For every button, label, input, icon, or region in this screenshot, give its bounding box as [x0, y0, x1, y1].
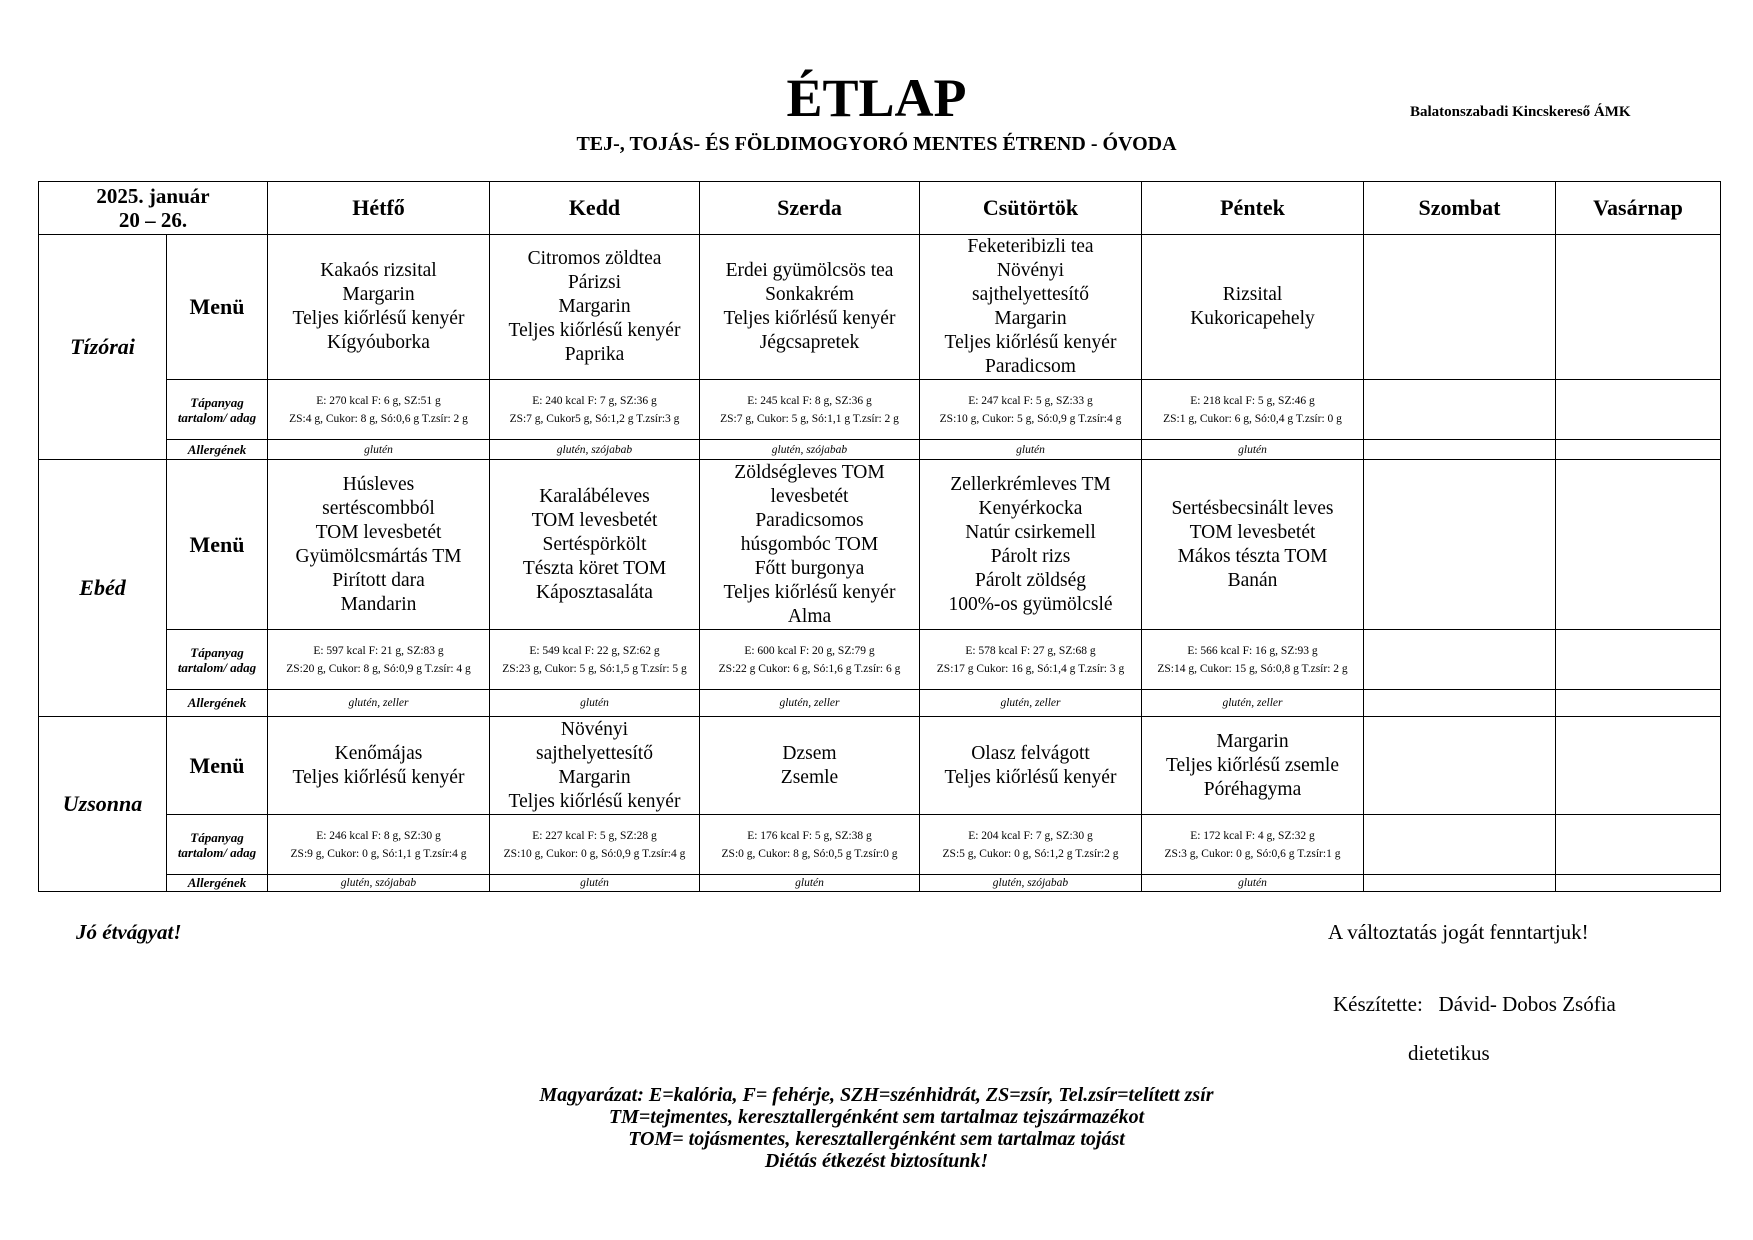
- bon-appetit-text: Jó étvágyat!: [76, 920, 182, 944]
- page-subtitle: TEJ-, TOJÁS- ÉS FÖLDIMOGYORÓ MENTES ÉTREND - ÓVODA: [576, 133, 1177, 155]
- menu-item: Paprika: [564, 344, 625, 365]
- row-label-menu: Menü: [167, 235, 268, 380]
- nutrition-line: E: 246 kcal F: 8 g, SZ:30 g: [316, 829, 441, 842]
- menu-cell: [1364, 460, 1556, 630]
- nutrition-line: ZS:1 g, Cukor: 6 g, Só:0,4 g T.zsír: 0 g: [1163, 412, 1342, 425]
- nutrition-line: E: 597 kcal F: 21 g, SZ:83 g: [313, 644, 444, 657]
- menu-cell: [490, 717, 700, 815]
- menu-item: Karalábéleves: [539, 485, 650, 507]
- menu-item: Káposztasaláta: [536, 581, 653, 603]
- allergen-cell: glutén, szójabab: [700, 440, 920, 460]
- date-range-line2: 20 – 26.: [118, 208, 188, 232]
- date-range-line1: 2025. január: [96, 184, 210, 208]
- day-header-pentek: Péntek: [1142, 182, 1364, 235]
- menu-item: Margarin: [1216, 730, 1289, 752]
- allergen-cell: [1556, 690, 1721, 717]
- menu-cell: [1556, 717, 1721, 815]
- nutrition-line: ZS:7 g, Cukor: 5 g, Só:1,1 g T.zsír: 2 g: [720, 412, 899, 425]
- author-text: Készítette: Dávid- Dobos Zsófia: [1333, 992, 1616, 1016]
- nutrition-line: ZS:5 g, Cukor: 0 g, Só:1,2 g T.zsír:2 g: [942, 847, 1119, 860]
- allergen-cell: glutén: [490, 875, 700, 892]
- allergen-cell: [1364, 875, 1556, 892]
- menu-table: [38, 181, 1721, 892]
- menu-item: Kakaós rizsital: [320, 260, 437, 281]
- menu-item: Zsemle: [780, 766, 839, 788]
- row-label-nutrition: Tápanyag tartalom/ adag: [167, 630, 268, 690]
- menu-item: Párolt rizs: [990, 545, 1071, 567]
- menu-cell: [1142, 460, 1364, 630]
- allergen-cell: glutén: [700, 875, 920, 892]
- legend-line: Magyarázat: E=kalória, F= fehérje, SZH=szénhidrát, ZS=zsír, Tel.zsír=telített zsír: [539, 1084, 1214, 1106]
- allergen-cell: glutén: [490, 690, 700, 717]
- nutrition-line: ZS:10 g, Cukor: 0 g, Só:0,9 g T.zsír:4 g: [503, 847, 686, 860]
- menu-item: Banán: [1227, 569, 1278, 591]
- menu-cell: [1556, 235, 1721, 380]
- menu-item: Növényi: [560, 718, 629, 740]
- day-header-kedd: Kedd: [490, 182, 700, 235]
- menu-item: Kígyóuborka: [327, 332, 430, 353]
- menu-item: Margarin: [994, 308, 1067, 329]
- changes-reserved-text: A változtatás jogát fenntartjuk!: [1328, 920, 1589, 944]
- menu-item: Teljes kiőrlésű kenyér: [292, 308, 465, 329]
- nutrition-cell: [700, 380, 920, 440]
- nutrition-line: E: 240 kcal F: 7 g, SZ:36 g: [532, 394, 657, 407]
- nutrition-line: E: 247 kcal F: 5 g, SZ:33 g: [968, 394, 1093, 407]
- allergen-cell: [1556, 440, 1721, 460]
- nutrition-cell: [920, 815, 1142, 875]
- menu-item: Feketeribizli tea: [967, 236, 1094, 257]
- menu-item: Párolt zöldség: [974, 569, 1087, 591]
- meal-menu-row: [39, 460, 1721, 630]
- allergen-cell: glutén, szójabab: [268, 875, 490, 892]
- nutrition-cell: [490, 815, 700, 875]
- page-title: ÉTLAP: [786, 68, 967, 128]
- row-label-nutrition: Tápanyag tartalom/ adag: [167, 815, 268, 875]
- meal-menu-row: [39, 235, 1721, 380]
- nutrition-line: ZS:4 g, Cukor: 8 g, Só:0,6 g T.zsír: 2 g: [289, 412, 468, 425]
- menu-item: Paradicsom: [985, 356, 1076, 377]
- menu-item: sajthelyettesítő: [972, 284, 1089, 305]
- menu-item: Teljes kiőrlésű kenyér: [944, 766, 1117, 788]
- menu-cell: [1142, 235, 1364, 380]
- day-header-szombat: Szombat: [1364, 182, 1556, 235]
- allergen-cell: glutén: [1142, 875, 1364, 892]
- menu-item: Kenőmájas: [334, 742, 423, 764]
- nutrition-line: ZS:10 g, Cukor: 5 g, Só:0,9 g T.zsír:4 g: [939, 412, 1122, 425]
- menu-item: TOM levesbetét: [1189, 521, 1316, 543]
- meal-name-uzsonna: Uzsonna: [39, 717, 167, 892]
- menu-item: Margarin: [342, 284, 415, 305]
- allergen-cell: glutén, zeller: [1142, 690, 1364, 717]
- allergen-cell: glutén, zeller: [700, 690, 920, 717]
- menu-cell: [700, 235, 920, 380]
- nutrition-line: E: 578 kcal F: 27 g, SZ:68 g: [965, 644, 1096, 657]
- menu-cell: [268, 717, 490, 815]
- nutrition-line: ZS:7 g, Cukor5 g, Só:1,2 g T.zsír:3 g: [509, 412, 680, 425]
- allergen-cell: glutén: [268, 440, 490, 460]
- menu-item: Mandarin: [340, 593, 417, 615]
- menu-item: Póréhagyma: [1203, 778, 1302, 800]
- menu-item: Zöldségleves TOM: [734, 461, 885, 483]
- legend: [0, 1084, 1753, 1172]
- menu-cell: [490, 460, 700, 630]
- menu-cell: [268, 235, 490, 380]
- meal-menu-row: [39, 717, 1721, 815]
- menu-item: Teljes kiőrlésű kenyér: [508, 320, 681, 341]
- nutrition-line: ZS:17 g Cukor: 16 g, Só:1,4 g T.zsír: 3 g: [936, 662, 1125, 675]
- menu-cell: [700, 717, 920, 815]
- allergen-cell: glutén, szójabab: [920, 875, 1142, 892]
- nutrition-line: E: 600 kcal F: 20 g, SZ:79 g: [744, 644, 875, 657]
- menu-item: Növényi: [996, 260, 1065, 281]
- menu-cell: [1556, 460, 1721, 630]
- menu-item: sajthelyettesítő: [536, 742, 653, 764]
- meal-allergen-row: [39, 690, 1721, 717]
- allergen-cell: glutén: [920, 440, 1142, 460]
- row-label-nutrition: Tápanyag tartalom/ adag: [167, 380, 268, 440]
- meal-name-eb-d: Ebéd: [39, 460, 167, 717]
- menu-item: Sonkakrém: [765, 284, 854, 305]
- nutrition-line: E: 218 kcal F: 5 g, SZ:46 g: [1190, 394, 1315, 407]
- menu-item: Citromos zöldtea: [527, 248, 662, 269]
- allergen-cell: [1364, 690, 1556, 717]
- meal-nutrition-row: [39, 815, 1721, 875]
- menu-item: Teljes kiőrlésű kenyér: [723, 308, 896, 329]
- row-label-menu: Menü: [167, 460, 268, 630]
- nutrition-line: ZS:14 g, Cukor: 15 g, Só:0,8 g T.zsír: 2 g: [1157, 662, 1348, 675]
- nutrition-line: E: 245 kcal F: 8 g, SZ:36 g: [747, 394, 872, 407]
- menu-item: Párizsi: [567, 272, 622, 293]
- nutrition-cell: [920, 630, 1142, 690]
- legend-line: TM=tejmentes, keresztallergénként sem tartalmaz tejszármazékot: [608, 1106, 1145, 1128]
- nutrition-line: E: 566 kcal F: 16 g, SZ:93 g: [1187, 644, 1318, 657]
- menu-item: Margarin: [558, 766, 631, 788]
- nutrition-cell: [1364, 380, 1556, 440]
- menu-cell: [268, 460, 490, 630]
- nutrition-line: ZS:20 g, Cukor: 8 g, Só:0,9 g T.zsír: 4 g: [286, 662, 471, 675]
- day-header-vasarnap: Vasárnap: [1556, 182, 1721, 235]
- nutrition-line: E: 549 kcal F: 22 g, SZ:62 g: [529, 644, 660, 657]
- row-label-menu: Menü: [167, 717, 268, 815]
- nutrition-cell: [700, 630, 920, 690]
- nutrition-cell: [268, 380, 490, 440]
- meal-nutrition-row: [39, 380, 1721, 440]
- day-header-hetfo: Hétfő: [268, 182, 490, 235]
- menu-item: sertéscombból: [322, 497, 435, 519]
- row-label-allergens: Allergének: [167, 440, 268, 460]
- menu-item: Sertésbecsinált leves: [1171, 497, 1334, 519]
- allergen-cell: glutén, szójabab: [490, 440, 700, 460]
- menu-item: TOM levesbetét: [531, 509, 658, 531]
- nutrition-line: E: 227 kcal F: 5 g, SZ:28 g: [532, 829, 657, 842]
- menu-item: Teljes kiőrlésű kenyér: [508, 790, 681, 812]
- nutrition-line: E: 176 kcal F: 5 g, SZ:38 g: [747, 829, 872, 842]
- meal-allergen-row: [39, 440, 1721, 460]
- nutrition-line: ZS:0 g, Cukor: 8 g, Só:0,5 g T.zsír:0 g: [721, 847, 898, 860]
- meal-allergen-row: [39, 875, 1721, 892]
- menu-item: Teljes kiőrlésű zsemle: [1166, 754, 1339, 776]
- nutrition-cell: [700, 815, 920, 875]
- nutrition-line: ZS:3 g, Cukor: 0 g, Só:0,6 g T.zsír:1 g: [1164, 847, 1341, 860]
- nutrition-line: E: 204 kcal F: 7 g, SZ:30 g: [968, 829, 1093, 842]
- legend-line: Diétás étkezést biztosítunk!: [764, 1150, 989, 1172]
- menu-item: Kukoricapehely: [1190, 308, 1315, 329]
- day-header-csutortok: Csütörtök: [920, 182, 1142, 235]
- menu-item: Rizsital: [1222, 284, 1283, 305]
- nutrition-cell: [1364, 630, 1556, 690]
- author-role-text: dietetikus: [1408, 1041, 1490, 1065]
- menu-item: Mákos tészta TOM: [1177, 545, 1328, 567]
- organization-name: Balatonszabadi Kincskereső ÁMK: [1410, 104, 1631, 120]
- menu-item: Dzsem: [782, 742, 837, 764]
- menu-item: Húsleves: [342, 473, 415, 495]
- menu-cell: [1364, 717, 1556, 815]
- nutrition-line: E: 270 kcal F: 6 g, SZ:51 g: [316, 394, 441, 407]
- menu-item: Gyümölcsmártás TM: [295, 545, 462, 567]
- menu-item: Pirított dara: [332, 569, 425, 591]
- allergen-cell: glutén: [1142, 440, 1364, 460]
- nutrition-line: E: 172 kcal F: 4 g, SZ:32 g: [1190, 829, 1315, 842]
- menu-item: Erdei gyümölcsös tea: [725, 260, 894, 281]
- date-range-cell: [39, 182, 268, 235]
- allergen-cell: glutén, zeller: [920, 690, 1142, 717]
- menu-cell: [920, 235, 1142, 380]
- allergen-cell: [1364, 440, 1556, 460]
- nutrition-cell: [1142, 630, 1364, 690]
- menu-cell: [920, 717, 1142, 815]
- meal-nutrition-row: [39, 630, 1721, 690]
- menu-item: Főtt burgonya: [754, 557, 865, 579]
- nutrition-cell: [920, 380, 1142, 440]
- nutrition-cell: [1142, 380, 1364, 440]
- menu-item: Kenyérkocka: [978, 497, 1083, 519]
- menu-item: Natúr csirkemell: [965, 521, 1096, 543]
- legend-line: TOM= tojásmentes, keresztallergénként sem tartalmaz tojást: [628, 1128, 1125, 1150]
- allergen-cell: glutén, zeller: [268, 690, 490, 717]
- nutrition-line: ZS:9 g, Cukor: 0 g, Só:1,1 g T.zsír:4 g: [290, 847, 467, 860]
- nutrition-cell: [268, 630, 490, 690]
- menu-item: Olasz felvágott: [971, 742, 1090, 764]
- row-label-allergens: Allergének: [167, 875, 268, 892]
- menu-cell: [1364, 235, 1556, 380]
- menu-cell: [490, 235, 700, 380]
- menu-item: Paradicsomos: [755, 509, 864, 531]
- menu-cell: [920, 460, 1142, 630]
- menu-item: Tészta köret TOM: [522, 557, 667, 579]
- menu-item: Margarin: [558, 296, 631, 317]
- menu-cell: [700, 460, 920, 630]
- nutrition-cell: [1556, 630, 1721, 690]
- header-row: [39, 182, 1721, 235]
- nutrition-line: ZS:22 g Cukor: 6 g, Só:1,6 g T.zsír: 6 g: [718, 662, 901, 675]
- menu-item: TOM levesbetét: [315, 521, 442, 543]
- day-header-szerda: Szerda: [700, 182, 920, 235]
- row-label-allergens: Allergének: [167, 690, 268, 717]
- meal-name-t-z-rai: Tízórai: [39, 235, 167, 460]
- nutrition-cell: [1364, 815, 1556, 875]
- menu-item: Alma: [787, 605, 832, 627]
- nutrition-cell: [1556, 815, 1721, 875]
- nutrition-cell: [1556, 380, 1721, 440]
- menu-item: Teljes kiőrlésű kenyér: [723, 581, 896, 603]
- menu-item: Jégcsapretek: [759, 332, 860, 353]
- nutrition-cell: [268, 815, 490, 875]
- nutrition-cell: [490, 630, 700, 690]
- menu-item: Sertéspörkölt: [542, 533, 647, 555]
- menu-cell: [1142, 717, 1364, 815]
- nutrition-cell: [1142, 815, 1364, 875]
- nutrition-line: ZS:23 g, Cukor: 5 g, Só:1,5 g T.zsír: 5 g: [502, 662, 687, 675]
- menu-item: húsgombóc TOM: [740, 533, 879, 555]
- allergen-cell: [1556, 875, 1721, 892]
- menu-item: 100%-os gyümölcslé: [948, 593, 1113, 615]
- nutrition-cell: [490, 380, 700, 440]
- menu-item: Zellerkrémleves TM: [950, 473, 1111, 495]
- menu-item: Teljes kiőrlésű kenyér: [292, 766, 465, 788]
- menu-item: Teljes kiőrlésű kenyér: [944, 332, 1117, 353]
- menu-item: levesbetét: [770, 485, 849, 507]
